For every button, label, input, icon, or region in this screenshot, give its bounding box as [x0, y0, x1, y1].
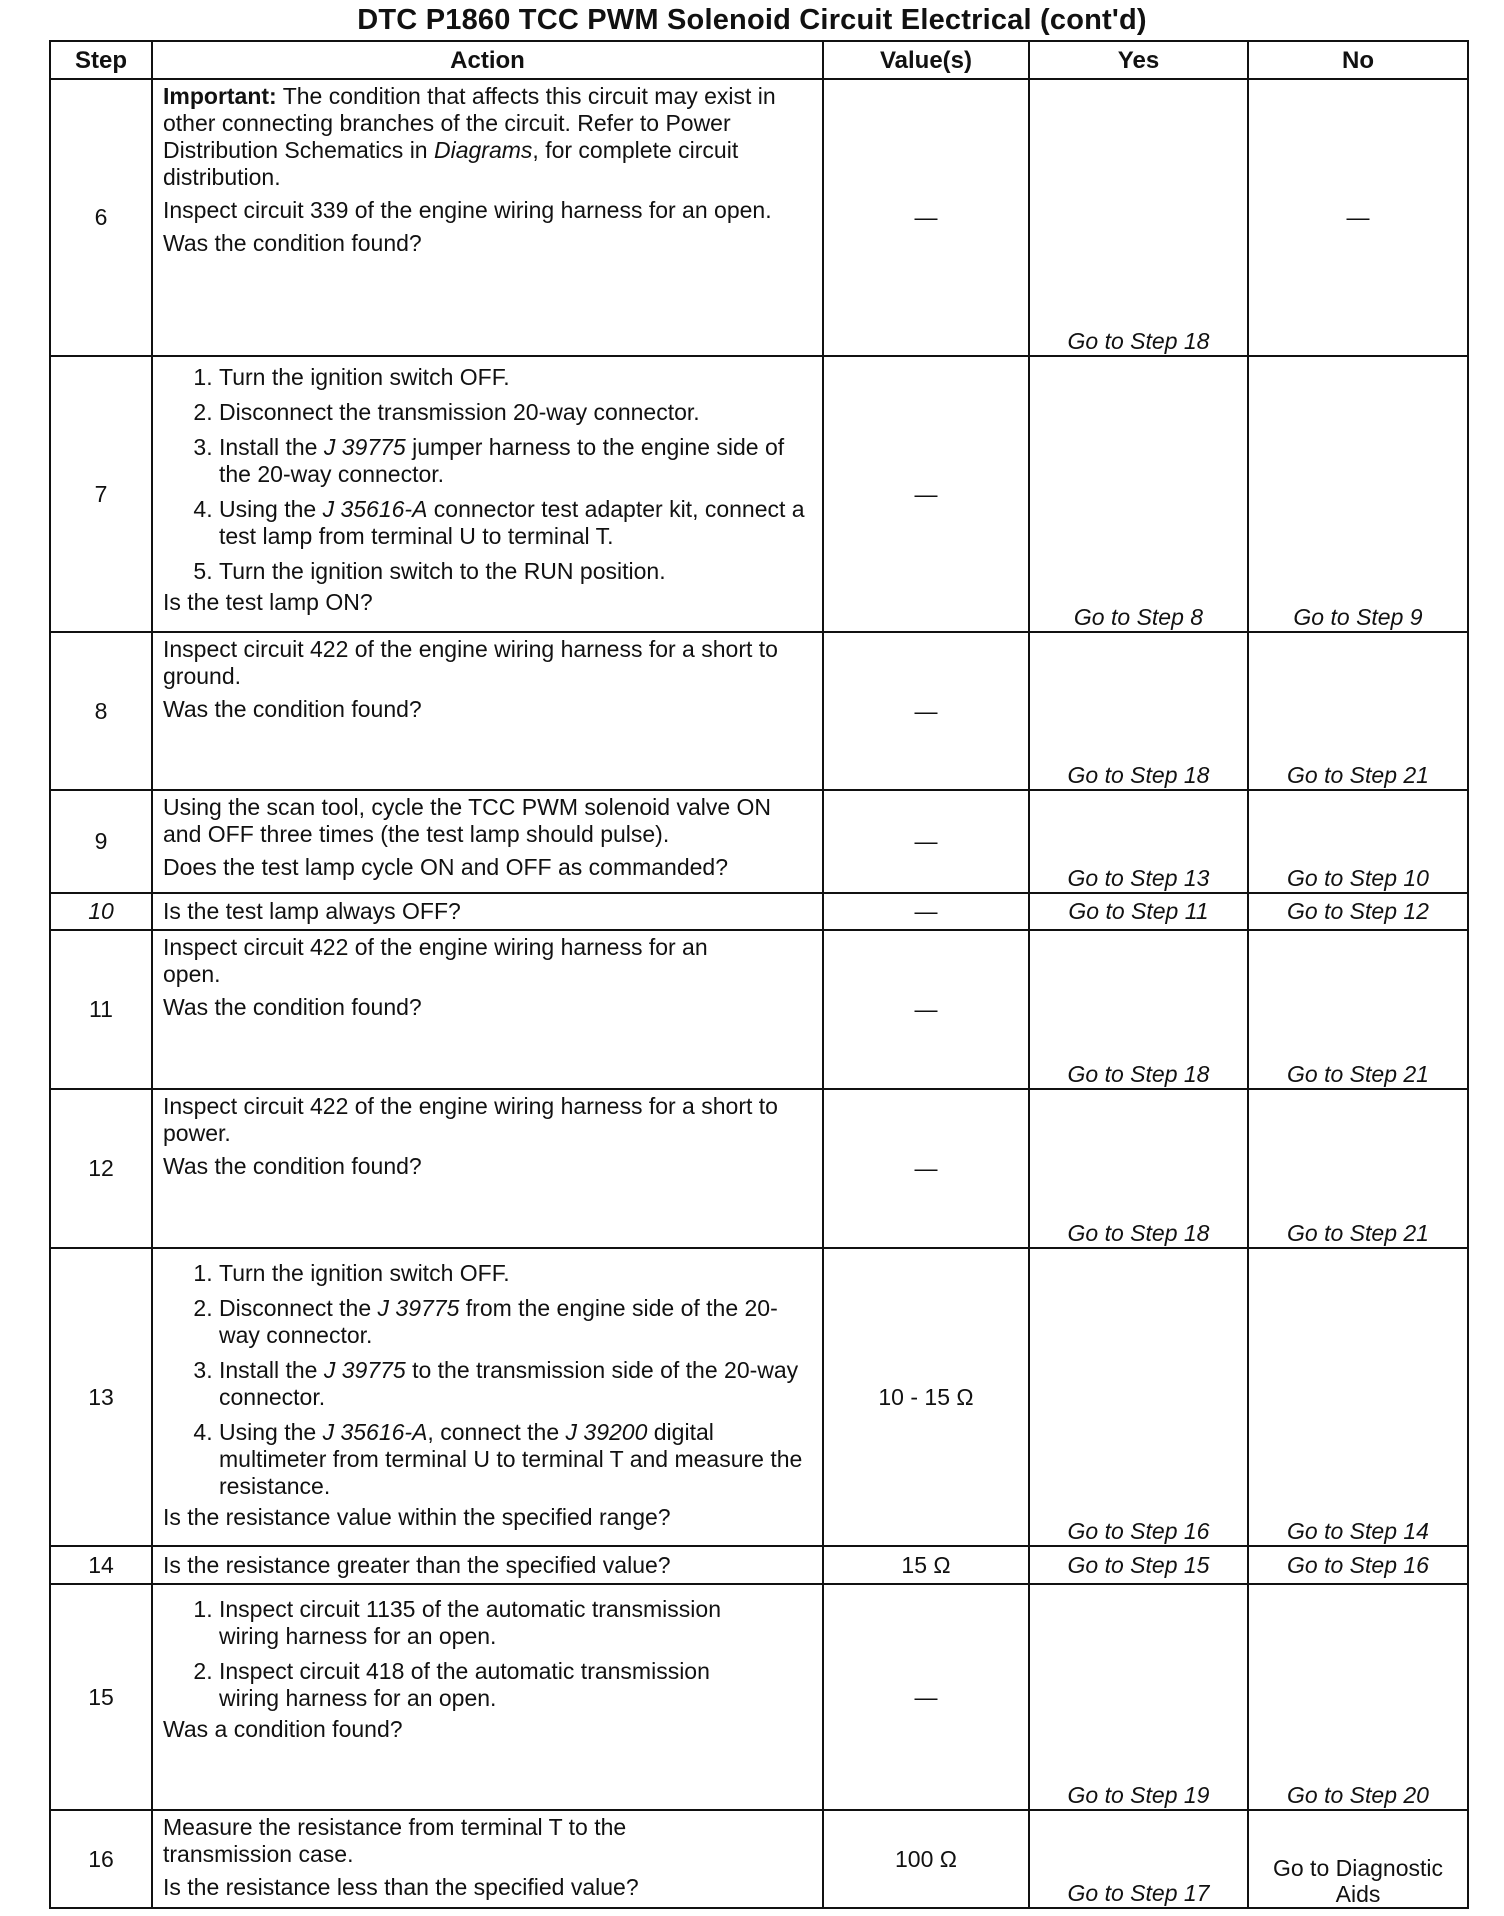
tool-reference: J 39200	[565, 1419, 648, 1445]
step-number: 12	[50, 1089, 152, 1248]
no-cell: Go to Step 10	[1248, 790, 1468, 893]
page-title: DTC P1860 TCC PWM Solenoid Circuit Electrical (cont'd)	[357, 4, 1147, 36]
action-question: Is the test lamp ON?	[163, 589, 373, 615]
action-cell	[152, 1810, 823, 1908]
no-cell: Go to Step 21	[1248, 1089, 1468, 1248]
value-cell: —	[823, 356, 1029, 632]
action-question: Was the condition found?	[163, 230, 422, 256]
yes-cell: Go to Step 19	[1029, 1584, 1248, 1810]
table-row	[50, 1810, 1468, 1908]
step-number: 15	[50, 1584, 152, 1810]
table-row	[50, 893, 1468, 930]
action-steps-list	[163, 364, 812, 585]
list-item: 4. Using the J 35616-A connector test adapter kit, connect a test lamp from terminal U to terminal T.	[219, 496, 812, 550]
action-text: Measure the resistance from terminal T to the transmission case.	[163, 1814, 627, 1867]
action-text: Inspect circuit 422 of the engine wiring harness for a short to ground.	[163, 636, 778, 689]
list-item: 3. Install the J 39775 to the transmission side of the 20-way connector.	[219, 1357, 812, 1411]
yes-cell: Go to Step 8	[1029, 356, 1248, 632]
value-cell: —	[823, 930, 1029, 1089]
action-steps-list	[163, 1260, 812, 1500]
table-row	[50, 1089, 1468, 1248]
list-item: 2. Disconnect the transmission 20-way connector.	[219, 399, 812, 426]
action-question: Was the condition found?	[163, 1153, 422, 1179]
step-number: 7	[50, 356, 152, 632]
important-note	[163, 83, 812, 191]
table-row	[50, 1546, 1468, 1584]
header-step: Step	[50, 41, 152, 79]
yes-cell: Go to Step 18	[1029, 1089, 1248, 1248]
tool-reference: J 39775	[323, 434, 406, 460]
action-question: Is the resistance value within the specified range?	[163, 1504, 671, 1530]
action-steps-list	[163, 1596, 812, 1712]
diagnostic-table	[49, 40, 1469, 1909]
list-item: 5. Turn the ignition switch to the RUN position.	[219, 558, 812, 585]
yes-cell: Go to Step 13	[1029, 790, 1248, 893]
action-cell	[152, 1584, 823, 1810]
action-text: Using the scan tool, cycle the TCC PWM solenoid valve ON and OFF three times (the test lamp should pulse).	[163, 794, 772, 847]
table-row	[50, 632, 1468, 790]
step-number: 8	[50, 632, 152, 790]
table-row	[50, 79, 1468, 356]
action-question: Was the condition found?	[163, 994, 422, 1020]
step-number: 11	[50, 930, 152, 1089]
yes-cell: Go to Step 18	[1029, 632, 1248, 790]
value-cell: —	[823, 790, 1029, 893]
tool-reference: J 39775	[323, 1357, 406, 1383]
tool-reference: J 35616-A	[322, 496, 428, 522]
no-cell: Go to Diagnostic Aids	[1248, 1810, 1468, 1908]
action-cell	[152, 790, 823, 893]
header-values: Value(s)	[823, 41, 1029, 79]
yes-cell: Go to Step 17	[1029, 1810, 1248, 1908]
action-cell	[152, 1248, 823, 1546]
yes-cell: Go to Step 16	[1029, 1248, 1248, 1546]
step-number: 16	[50, 1810, 152, 1908]
action-question: Was a condition found?	[163, 1716, 403, 1742]
action-question: Was the condition found?	[163, 696, 422, 722]
action-cell	[152, 1546, 823, 1584]
diagrams-reference: Diagrams	[434, 137, 533, 163]
step-number: 10	[50, 893, 152, 930]
no-cell: Go to Step 21	[1248, 930, 1468, 1089]
action-cell	[152, 930, 823, 1089]
list-item: 3. Install the J 39775 jumper harness to the engine side of the 20-way connector.	[219, 434, 812, 488]
table-row	[50, 930, 1468, 1089]
list-item: 4. Using the J 35616-A, connect the J 39200 digital multimeter from terminal U to terminal T and measure the resistance.	[219, 1419, 812, 1500]
action-question: Is the resistance less than the specified value?	[163, 1874, 639, 1900]
table-row	[50, 1248, 1468, 1546]
value-cell: —	[823, 1089, 1029, 1248]
header-action: Action	[152, 41, 823, 79]
step-number: 14	[50, 1546, 152, 1584]
step-number: 13	[50, 1248, 152, 1546]
list-item: 2. Inspect circuit 418 of the automatic transmission wiring harness for an open.	[219, 1658, 762, 1712]
important-tail: , for complete circuit distribution.	[163, 137, 739, 190]
action-question: Is the resistance greater than the specified value?	[163, 1551, 671, 1578]
list-item: 1. Turn the ignition switch OFF.	[219, 1260, 812, 1287]
action-text: Inspect circuit 422 of the engine wiring harness for an open.	[163, 934, 708, 987]
table-row	[50, 356, 1468, 632]
no-cell: Go to Step 20	[1248, 1584, 1468, 1810]
value-cell: —	[823, 79, 1029, 356]
value-cell: —	[823, 632, 1029, 790]
no-cell: Go to Step 12	[1248, 893, 1468, 930]
tool-reference: J 35616-A	[322, 1419, 428, 1445]
value-cell: —	[823, 893, 1029, 930]
table-row	[50, 1584, 1468, 1810]
tool-reference: J 39775	[377, 1295, 460, 1321]
yes-cell: Go to Step 15	[1029, 1546, 1248, 1584]
table-row	[50, 790, 1468, 893]
action-cell	[152, 893, 823, 930]
no-cell: Go to Step 14	[1248, 1248, 1468, 1546]
important-label: Important:	[163, 83, 277, 109]
yes-cell: Go to Step 18	[1029, 79, 1248, 356]
header-no: No	[1248, 41, 1468, 79]
no-cell: Go to Step 9	[1248, 356, 1468, 632]
yes-cell: Go to Step 11	[1029, 893, 1248, 930]
action-text: Inspect circuit 422 of the engine wiring harness for a short to power.	[163, 1093, 778, 1146]
step-number: 6	[50, 79, 152, 356]
action-cell	[152, 79, 823, 356]
list-item: 1. Inspect circuit 1135 of the automatic transmission wiring harness for an open.	[219, 1596, 762, 1650]
action-cell	[152, 356, 823, 632]
value-cell: 15 Ω	[823, 1546, 1029, 1584]
value-cell: 100 Ω	[823, 1810, 1029, 1908]
no-cell: —	[1248, 79, 1468, 356]
action-question: Does the test lamp cycle ON and OFF as commanded?	[163, 854, 729, 880]
header-yes: Yes	[1029, 41, 1248, 79]
yes-cell: Go to Step 18	[1029, 930, 1248, 1089]
no-cell: Go to Step 21	[1248, 632, 1468, 790]
action-question: Is the test lamp always OFF?	[163, 898, 461, 924]
action-cell	[152, 1089, 823, 1248]
list-item: 2. Disconnect the J 39775 from the engine side of the 20-way connector.	[219, 1295, 812, 1349]
value-cell: 10 - 15 Ω	[823, 1248, 1029, 1546]
important-text: The condition that affects this circuit may exist in other connecting branches of the circuit. Refer to Power Distribution Schematics in	[163, 83, 776, 163]
value-cell: —	[823, 1584, 1029, 1810]
step-number: 9	[50, 790, 152, 893]
no-cell: Go to Step 16	[1248, 1546, 1468, 1584]
table-header-row	[50, 41, 1468, 79]
action-cell	[152, 632, 823, 790]
action-text: Inspect circuit 339 of the engine wiring harness for an open.	[163, 197, 772, 223]
list-item: 1. Turn the ignition switch OFF.	[219, 364, 812, 391]
